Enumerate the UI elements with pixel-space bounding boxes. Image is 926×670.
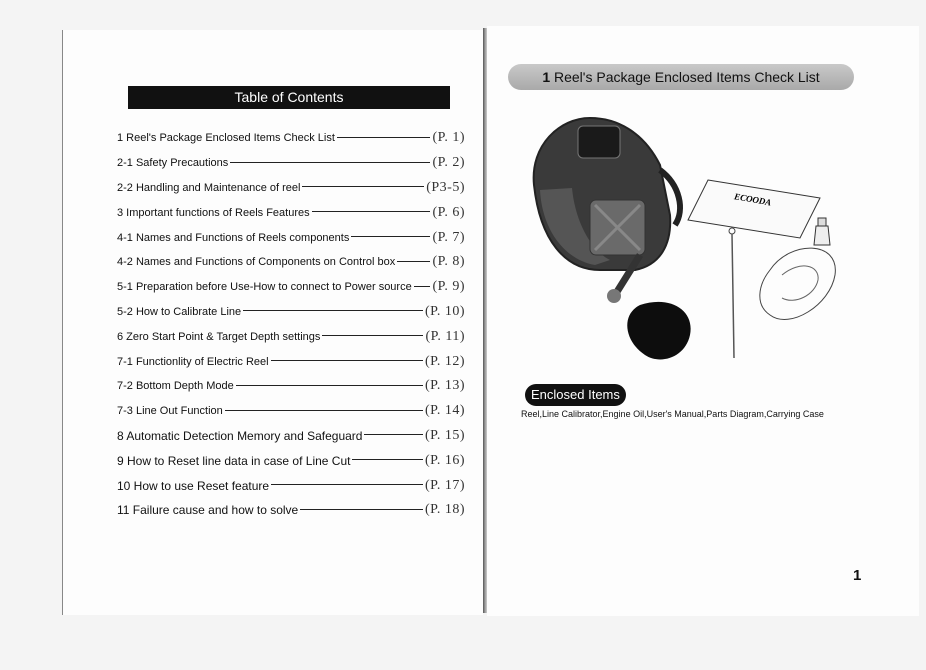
enclosed-items-list: Reel,Line Calibrator,Engine Oil,User's Manual,Parts Diagram,Carrying Case bbox=[521, 409, 824, 419]
toc-entry-title: 2-1 Safety Precautions bbox=[117, 157, 229, 170]
toc-entry bbox=[117, 275, 465, 300]
toc-list bbox=[117, 126, 465, 523]
toc-leader-line bbox=[230, 162, 430, 163]
line-calibrator-illustration bbox=[729, 228, 735, 358]
toc-entry-page: (P. 11) bbox=[425, 328, 465, 344]
toc-entry bbox=[117, 200, 465, 225]
toc-entry-page: (P. 1) bbox=[432, 130, 465, 146]
toc-entry-title: 4-2 Names and Functions of Components on Control box bbox=[117, 256, 396, 269]
manual-brand-label: ECOODA bbox=[733, 191, 773, 208]
toc-entry-title: 4-1 Names and Functions of Reels components bbox=[117, 231, 350, 244]
toc-leader-line bbox=[271, 484, 423, 485]
toc-entry-page: (P. 10) bbox=[424, 303, 465, 319]
toc-entry-page: (P. 2) bbox=[432, 155, 465, 171]
toc-entry bbox=[117, 151, 465, 176]
toc-leader-line bbox=[322, 335, 423, 336]
toc-entry-page: (P. 8) bbox=[432, 254, 465, 270]
toc-leader-line bbox=[337, 137, 431, 138]
toc-header: Table of Contents bbox=[128, 86, 450, 109]
toc-entry-title: 9 How to Reset line data in case of Line Cut bbox=[117, 453, 351, 468]
toc-entry-page: (P. 17) bbox=[424, 477, 465, 493]
toc-entry-title: 7-3 Line Out Function bbox=[117, 405, 223, 418]
toc-entry bbox=[117, 498, 465, 523]
toc-entry-page: (P. 18) bbox=[424, 502, 465, 518]
toc-entry-title: 7-2 Bottom Depth Mode bbox=[117, 380, 234, 393]
toc-entry-title: 5-2 How to Calibrate Line bbox=[117, 305, 242, 318]
toc-entry-page: (P. 6) bbox=[432, 204, 465, 220]
section-title: Reel's Package Enclosed Items Check List bbox=[554, 69, 820, 85]
toc-entry bbox=[117, 448, 465, 473]
toc-entry bbox=[117, 349, 465, 374]
toc-leader-line bbox=[352, 459, 422, 460]
toc-entry bbox=[117, 324, 465, 349]
toc-leader-line bbox=[225, 410, 423, 411]
toc-leader-line bbox=[300, 509, 423, 510]
section-number: 1 bbox=[542, 69, 551, 85]
toc-entry-title: 3 Important functions of Reels Features bbox=[117, 206, 310, 219]
toc-leader-line bbox=[414, 286, 431, 287]
toc-entry bbox=[117, 399, 465, 424]
toc-entry-page: (P. 7) bbox=[432, 229, 465, 245]
toc-leader-line bbox=[364, 434, 422, 435]
toc-entry-title: 7-1 Functionlity of Electric Reel bbox=[117, 355, 269, 368]
toc-entry-title: 11 Failure cause and how to solve bbox=[117, 503, 299, 518]
section-title-pill bbox=[508, 64, 854, 90]
toc-entry bbox=[117, 176, 465, 201]
toc-entry-page: (P. 9) bbox=[432, 279, 465, 295]
toc-leader-line bbox=[351, 236, 430, 237]
toc-entry-page: (P. 13) bbox=[424, 378, 465, 394]
toc-entry bbox=[117, 374, 465, 399]
toc-entry-title: 10 How to use Reset feature bbox=[117, 478, 270, 493]
toc-entry-title: 6 Zero Start Point & Target Depth settings bbox=[117, 330, 321, 343]
toc-entry bbox=[117, 300, 465, 325]
toc-leader-line bbox=[243, 310, 423, 311]
toc-leader-line bbox=[397, 261, 430, 262]
toc-entry-page: (P. 12) bbox=[424, 353, 465, 369]
electric-reel-illustration bbox=[534, 118, 691, 359]
enclosed-items-label: Enclosed Items bbox=[525, 384, 626, 406]
toc-entry-title: 5-1 Preparation before Use-How to connect to Power source bbox=[117, 281, 412, 294]
toc-entry bbox=[117, 126, 465, 151]
toc-leader-line bbox=[302, 186, 424, 187]
toc-entry-page: (P. 16) bbox=[424, 452, 465, 468]
users-manual-illustration bbox=[688, 180, 820, 238]
page-number: 1 bbox=[853, 567, 862, 584]
toc-leader-line bbox=[312, 211, 431, 212]
product-image bbox=[520, 110, 860, 370]
toc-entry bbox=[117, 250, 465, 275]
carrying-case-illustration bbox=[760, 248, 836, 319]
toc-leader-line bbox=[236, 385, 423, 386]
engine-oil-illustration bbox=[814, 218, 830, 245]
toc-entry-title: 8 Automatic Detection Memory and Safeguard bbox=[117, 428, 363, 443]
toc-entry bbox=[117, 424, 465, 449]
toc-entry bbox=[117, 473, 465, 498]
toc-entry-page: (P. 15) bbox=[424, 427, 465, 443]
toc-entry-page: (P3-5) bbox=[426, 179, 465, 195]
toc-entry-title: 1 Reel's Package Enclosed Items Check List bbox=[117, 132, 335, 145]
toc-entry-page: (P. 14) bbox=[424, 403, 465, 419]
toc-entry-title: 2-2 Handling and Maintenance of reel bbox=[117, 181, 301, 194]
toc-leader-line bbox=[271, 360, 423, 361]
toc-entry bbox=[117, 225, 465, 250]
